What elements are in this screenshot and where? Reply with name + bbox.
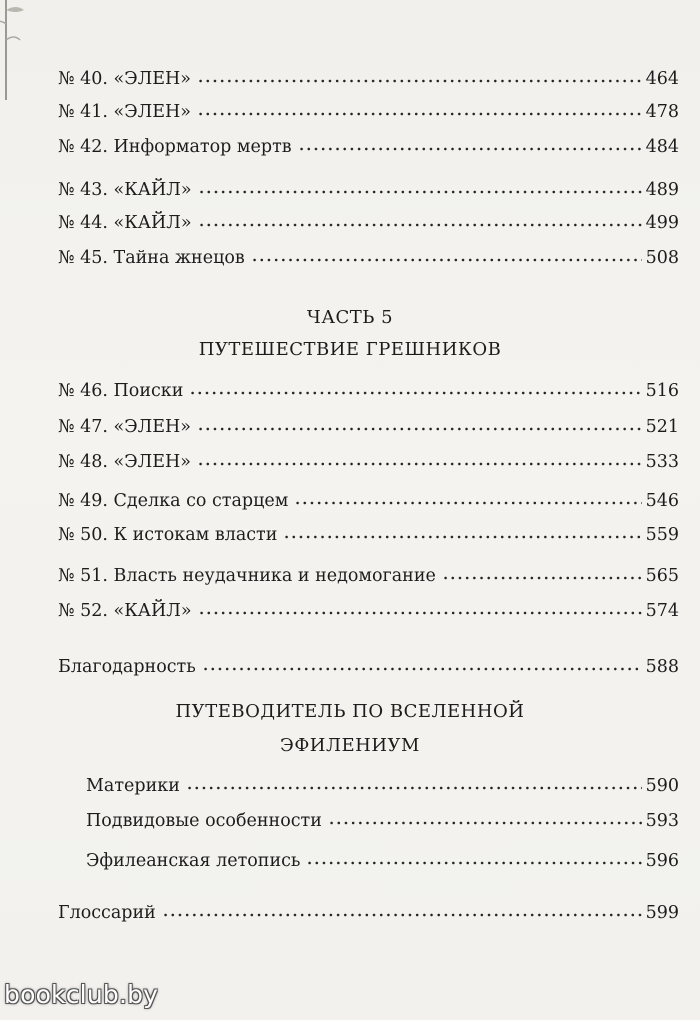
guide-title-line2: ЭФИЛЕНИУМ: [280, 735, 420, 756]
toc-entry-page: 464: [645, 69, 679, 89]
dot-leader: [294, 488, 641, 508]
toc-entry-title: № 43. «КАЙЛ»: [58, 180, 192, 200]
dot-leader: [197, 449, 642, 469]
dot-leader: [197, 66, 642, 86]
toc-entry-43: [58, 175, 679, 201]
dot-leader: [202, 654, 642, 674]
toc-entry-title: № 45. Тайна жнецов: [58, 248, 245, 268]
dot-leader: [197, 99, 642, 119]
toc-entry-title: № 51. Власть неудачника и недомогание: [58, 566, 436, 586]
toc-entry-page: 593: [645, 811, 679, 831]
toc-entry-47: [58, 412, 679, 438]
toc-entry-title: Подвидовые особенности: [86, 811, 322, 831]
toc-entry-continents: [86, 771, 679, 797]
toc-entry-page: 484: [645, 137, 679, 157]
toc-entry-glossary: [58, 898, 679, 924]
dot-leader: [251, 245, 642, 265]
toc-entry-page: 478: [645, 102, 679, 122]
toc-entry-title: Глоссарий: [58, 903, 156, 923]
toc-entry-page: 546: [645, 491, 679, 511]
toc-entry-title: Материки: [86, 776, 180, 796]
dot-leader: [198, 210, 642, 230]
toc-entry-52: [58, 596, 679, 622]
toc-entry-acknowledgements: [58, 652, 679, 678]
toc-entry-title: № 48. «ЭЛЕН»: [58, 452, 191, 472]
dot-leader: [198, 177, 642, 197]
dot-leader: [298, 134, 642, 154]
toc-entry-title: Эфилеанская летопись: [86, 851, 301, 871]
toc-entry-page: 596: [645, 851, 679, 871]
toc-entry-page: 565: [645, 566, 679, 586]
toc-entry-title: № 41. «ЭЛЕН»: [58, 102, 191, 122]
toc-entry-46: [58, 376, 679, 402]
toc-entry-51: [58, 561, 679, 587]
toc-entry-chronicle: [86, 846, 679, 872]
toc-entry-page: 599: [645, 903, 679, 923]
toc-entry-45: [58, 243, 679, 269]
part-title: ПУТЕШЕСТВИЕ ГРЕШНИКОВ: [198, 339, 502, 360]
dot-leader: [198, 598, 642, 618]
toc-entry-page: 489: [645, 180, 679, 200]
toc-entry-48: [58, 447, 679, 473]
toc-entry-49: [58, 486, 679, 512]
toc-entry-44: [58, 208, 679, 234]
part-label: ЧАСТЬ 5: [306, 307, 394, 328]
guide-title-line1: ПУТЕВОДИТЕЛЬ ПО ВСЕЛЕННОЙ: [175, 701, 525, 722]
dot-leader: [283, 522, 641, 542]
toc-entry-title: № 47. «ЭЛЕН»: [58, 417, 191, 437]
toc-entry-title: Благодарность: [58, 657, 196, 677]
toc-entry-title: № 50. К истокам власти: [58, 525, 278, 545]
toc-entry-page: 588: [645, 657, 679, 677]
toc-entry-page: 499: [645, 213, 679, 233]
toc-entry-40: [58, 64, 679, 90]
dot-leader: [306, 848, 641, 868]
toc-entry-title: № 46. Поиски: [58, 381, 184, 401]
toc-entry-page: 516: [645, 381, 679, 401]
toc-entry-subspecies: [86, 806, 679, 832]
toc-entry-page: 533: [645, 452, 679, 472]
toc-entry-page: 574: [645, 601, 679, 621]
dot-leader: [189, 378, 641, 398]
toc-entry-page: 559: [645, 525, 679, 545]
toc-entry-42: [58, 132, 679, 158]
toc-entry-50: [58, 520, 679, 546]
toc-entry-page: 521: [645, 417, 679, 437]
toc-entry-title: № 52. «КАЙЛ»: [58, 601, 192, 621]
toc-entry-41: [58, 97, 679, 123]
dot-leader: [186, 773, 642, 793]
toc-entry-title: № 49. Сделка со старцем: [58, 491, 289, 511]
toc-entry-page: 590: [645, 776, 679, 796]
dot-leader: [197, 414, 642, 434]
toc-entry-title: № 44. «КАЙЛ»: [58, 213, 192, 233]
site-watermark: bookclub.by: [4, 980, 159, 1009]
toc-entry-title: № 40. «ЭЛЕН»: [58, 69, 191, 89]
toc-entry-page: 508: [645, 248, 679, 268]
dot-leader: [328, 808, 642, 828]
dot-leader: [162, 900, 642, 920]
toc-entry-title: № 42. Информатор мертв: [58, 137, 292, 157]
corner-ornament-icon: [0, 0, 30, 110]
dot-leader: [442, 563, 642, 583]
